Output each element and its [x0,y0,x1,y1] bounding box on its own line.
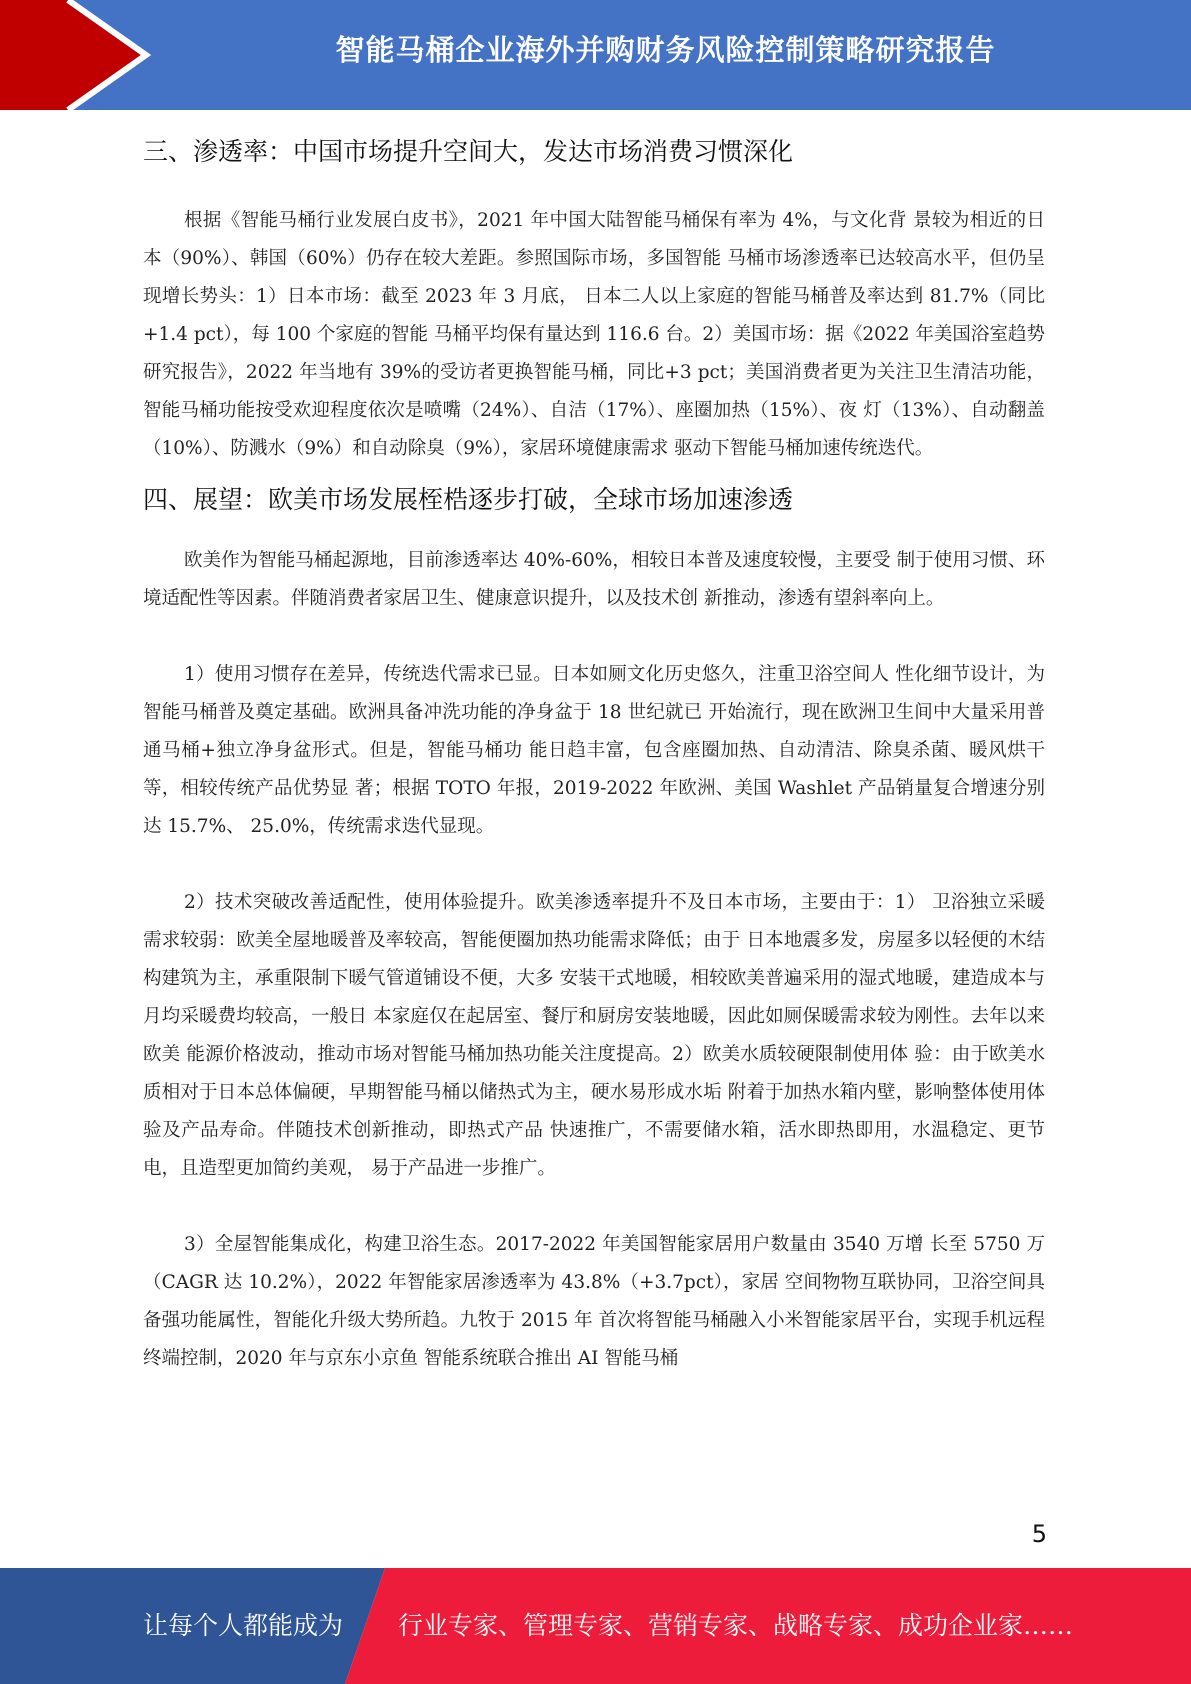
paragraph-penetration: 根据《智能马桶行业发展白皮书》，2021 年中国大陆智能马桶保有率为 4%，与文化背 景较为相近的日本（90%）、韩国（60%）仍存在较大差距。参照国际市场，多国智能 马桶市场渗透率已达较高水平，但仍呈现增长势头：1）日本市场：截至 2023 年 3 月底， 日本二人以上家庭的智能马桶普及率达到 81.7%（同比+1.4 pct），每 100 个家庭的智能 马桶平均保有量达到 116.6 台。2）美国市场：据《2022 年美国浴室趋势研究报告》，2022 年当地有 39%的受访者更换智能马桶，同比+3 pct；美国消费者更为关注卫生清洁功能， 智能马桶功能按受欢迎程度依次是喷嘴（24%）、自洁（17%）、座圈加热（15%）、夜 灯（13%）、自动翻盖（10%）、防溅水（9%）和自动除臭（9%），家居环境健康需求 驱动下智能马桶加速传统迭代。 [143,210,1045,459]
page-number: 5 [1031,1520,1047,1548]
section-heading-penetration: 三、渗透率：中国市场提升空间大，发达市场消费习惯深化 [143,137,794,166]
paragraph-outlook-intro: 欧美作为智能马桶起源地，目前渗透率达 40%-60%，相较日本普及速度较慢，主要受 制于使用习惯、环境适配性等因素。伴随消费者家居卫生、健康意识提升，以及技术创 新推动，渗透有望斜率向上。 [143,550,1045,609]
section-heading-outlook: 四、展望：欧美市场发展桎梏逐步打破，全球市场加速渗透 [143,485,794,514]
page-header [0,0,1191,110]
page-content [143,118,1045,1378]
paragraph-smart-home: 3）全屋智能集成化，构建卫浴生态。2017-2022 年美国智能家居用户数量由 3540 万增 长至 5750 万（CAGR 达 10.2%），2022 年智能家居渗透率为 43.8%（+3.7pct），家居 空间物物互联协同，卫浴空间具备强功能属性，智能化升级大势所趋。九牧于 2015 年 首次将智能马桶融入小米智能家居平台，实现手机远程终端控制，2020 年与京东小京鱼 智能系统联合推出 AI 智能马桶 [143,1234,1045,1369]
footer-slogan-right: 行业专家、管理专家、营销专家、战略专家、成功企业家…… [398,1611,1074,1640]
header-chevron-shape [0,0,150,110]
paragraph-tech-breakthrough: 2）技术突破改善适配性，使用体验提升。欧美渗透率提升不及日本市场，主要由于：1） 卫浴独立采暖需求较弱：欧美全屋地暖普及率较高，智能便圈加热功能需求降低；由于 日本地震多发，房屋多以轻便的木结构建筑为主，承重限制下暖气管道铺设不便，大多 安装干式地暖，相较欧美普遍采用的湿式地暖，建造成本与月均采暖费均较高，一般日 本家庭仅在起居室、餐厅和厨房安装地暖，因此如厕保暖需求较为刚性。去年以来欧美 能源价格波动，推动市场对智能马桶加热功能关注度提高。2）欧美水质较硬限制使用体 验：由于欧美水质相对于日本总体偏硬，早期智能马桶以储热式为主，硬水易形成水垢 附着于加热水箱内壁，影响整体使用体验及产品寿命。伴随技术创新推动，即热式产品 快速推广，不需要储水箱，活水即热即用，水温稳定、更节电，且造型更加简约美观， 易于产品进一步推广。 [143,892,1045,1179]
page-footer [0,1568,1191,1684]
paragraph-usage-habits: 1）使用习惯存在差异，传统迭代需求已显。日本如厕文化历史悠久，注重卫浴空间人 性化细节设计，为智能马桶普及奠定基础。欧洲具备冲洗功能的净身盆于 18 世纪就已 开始流行，现在欧洲卫生间中大量采用普通马桶+独立净身盆形式。但是，智能马桶功 能日趋丰富，包含座圈加热、自动清洁、除臭杀菌、暖风烘干等，相较传统产品优势显 著；根据 TOTO 年报，2019-2022 年欧洲、美国 Washlet 产品销量复合增速分别达 15.7%、 25.0%，传统需求迭代显现。 [143,664,1045,837]
footer-slogan-left: 让每个人都能成为 [143,1611,344,1640]
report-title: 智能马桶企业海外并购财务风险控制策略研究报告 [335,33,996,67]
